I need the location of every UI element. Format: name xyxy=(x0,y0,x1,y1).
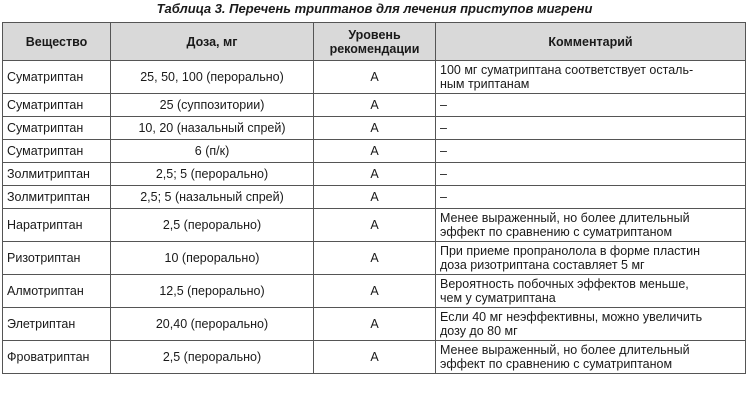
header-comment: Комментарий xyxy=(436,23,746,61)
header-level-line1: Уровень xyxy=(348,27,401,42)
cell-comment xyxy=(436,275,746,308)
table-header-row xyxy=(3,23,746,61)
cell-comment-line1: Если 40 мг неэффективны, можно увеличить xyxy=(440,310,703,324)
cell-dose: 6 (п/к) xyxy=(111,140,314,163)
table-row xyxy=(3,341,746,374)
cell-comment-line2: ным триптанам xyxy=(440,77,530,91)
cell-comment-line1: Менее выраженный, но более длительный xyxy=(440,211,690,225)
cell-level: A xyxy=(314,163,436,186)
cell-level: A xyxy=(314,242,436,275)
header-level-line2: рекомендации xyxy=(329,41,420,56)
cell-substance: Суматриптан xyxy=(3,117,111,140)
cell-level: A xyxy=(314,117,436,140)
table-row xyxy=(3,140,746,163)
cell-dose: 25 (суппозитории) xyxy=(111,94,314,117)
cell-comment: – xyxy=(436,94,746,117)
table-row xyxy=(3,117,746,140)
triptans-table xyxy=(2,22,746,374)
cell-substance: Золмитриптан xyxy=(3,163,111,186)
header-dose: Доза, мг xyxy=(111,23,314,61)
table-row xyxy=(3,186,746,209)
cell-comment-line2: чем у суматриптана xyxy=(440,291,556,305)
cell-level: A xyxy=(314,308,436,341)
table-row xyxy=(3,275,746,308)
cell-comment: – xyxy=(436,186,746,209)
cell-level: A xyxy=(314,275,436,308)
cell-level: A xyxy=(314,341,436,374)
cell-comment-line1: Вероятность побочных эффектов меньше, xyxy=(440,277,689,291)
cell-substance: Золмитриптан xyxy=(3,186,111,209)
table-row xyxy=(3,61,746,94)
cell-dose: 20,40 (перорально) xyxy=(111,308,314,341)
table-row xyxy=(3,308,746,341)
cell-dose: 10 (перорально) xyxy=(111,242,314,275)
cell-dose: 2,5; 5 (перорально) xyxy=(111,163,314,186)
cell-dose: 12,5 (перорально) xyxy=(111,275,314,308)
cell-comment: – xyxy=(436,163,746,186)
cell-level: A xyxy=(314,61,436,94)
cell-comment-line2: дозу до 80 мг xyxy=(440,324,518,338)
cell-dose: 2,5 (перорально) xyxy=(111,341,314,374)
cell-substance: Суматриптан xyxy=(3,61,111,94)
cell-dose: 25, 50, 100 (перорально) xyxy=(111,61,314,94)
cell-dose: 2,5; 5 (назальный спрей) xyxy=(111,186,314,209)
cell-substance: Алмотриптан xyxy=(3,275,111,308)
cell-substance: Наратриптан xyxy=(3,209,111,242)
cell-comment-line1: При приеме пропранолола в форме пластин xyxy=(440,244,701,258)
cell-comment-line2: эффект по сравнению с суматриптаном xyxy=(440,225,673,239)
cell-comment-line2: доза ризотриптана составляет 5 мг xyxy=(440,258,645,272)
cell-substance: Ризотриптан xyxy=(3,242,111,275)
cell-substance: Элетриптан xyxy=(3,308,111,341)
cell-comment: – xyxy=(436,140,746,163)
cell-comment xyxy=(436,209,746,242)
cell-comment-line2: эффект по сравнению с суматриптаном xyxy=(440,357,673,371)
table-row xyxy=(3,209,746,242)
cell-substance: Суматриптан xyxy=(3,94,111,117)
cell-level: A xyxy=(314,140,436,163)
cell-comment: – xyxy=(436,117,746,140)
table-row xyxy=(3,242,746,275)
cell-comment xyxy=(436,308,746,341)
cell-dose: 2,5 (перорально) xyxy=(111,209,314,242)
cell-comment xyxy=(436,61,746,94)
cell-comment-line1: Менее выраженный, но более длительный xyxy=(440,343,690,357)
cell-level: A xyxy=(314,186,436,209)
table-row xyxy=(3,94,746,117)
cell-level: A xyxy=(314,94,436,117)
header-level xyxy=(314,23,436,61)
table-row xyxy=(3,163,746,186)
cell-substance: Фроватриптан xyxy=(3,341,111,374)
cell-comment-line1: 100 мг суматриптана соответствует осталь- xyxy=(440,63,694,77)
header-substance: Вещество xyxy=(3,23,111,61)
table-caption: Таблица 3. Перечень триптанов для лечения приступов мигрени xyxy=(156,1,593,16)
cell-level: A xyxy=(314,209,436,242)
cell-comment xyxy=(436,341,746,374)
cell-substance: Суматриптан xyxy=(3,140,111,163)
cell-dose: 10, 20 (назальный спрей) xyxy=(111,117,314,140)
cell-comment xyxy=(436,242,746,275)
